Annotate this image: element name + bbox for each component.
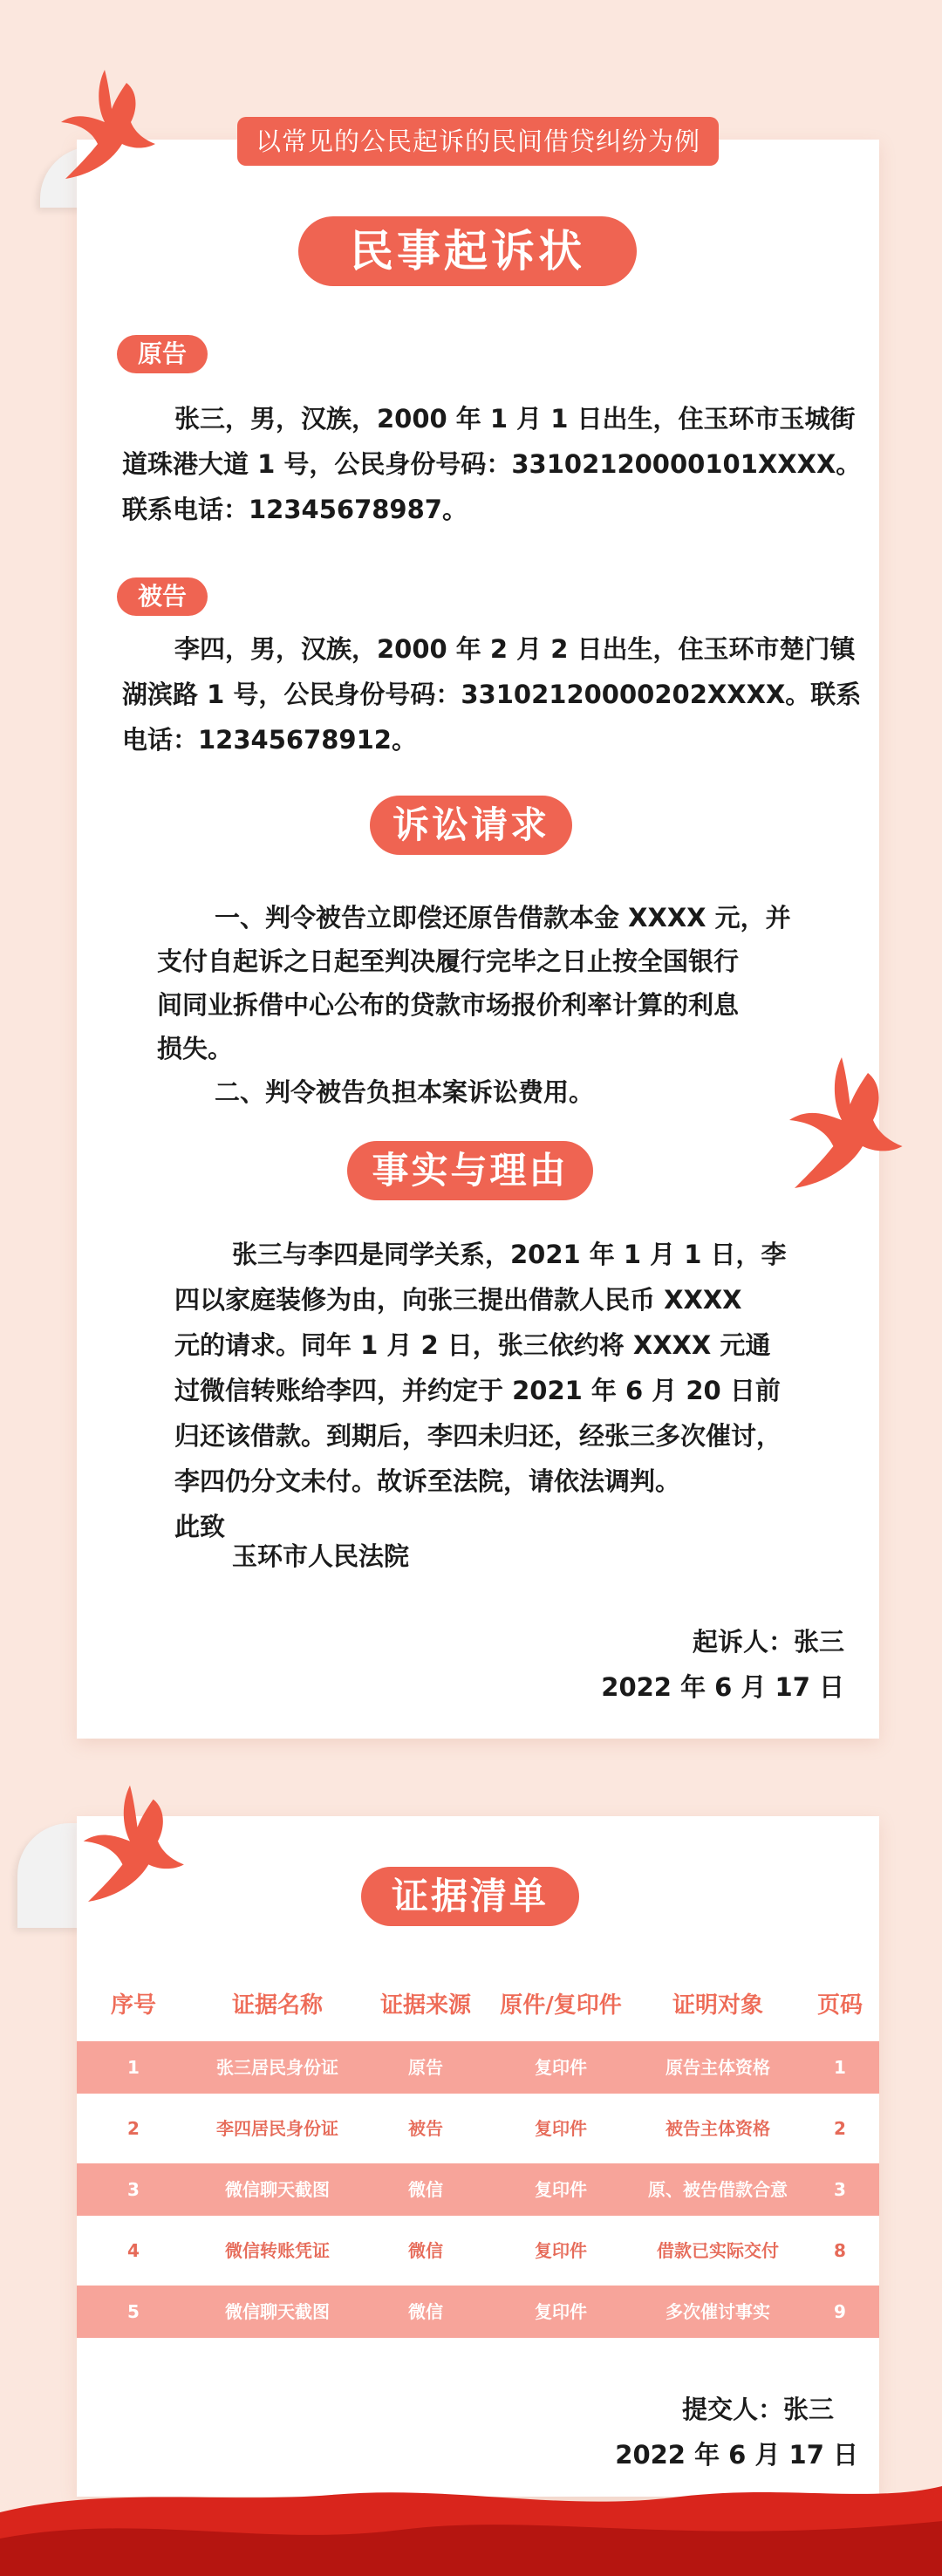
table-cell: 9 [834, 2301, 846, 2322]
claims-line: 损失。 [157, 1034, 234, 1063]
table-cell: 2 [127, 2118, 140, 2139]
table-cell: 1 [834, 2057, 846, 2078]
column-header: 序号 [110, 1992, 156, 2019]
evidence-signer: 提交人：张三 [681, 2395, 834, 2424]
table-cell: 4 [127, 2240, 140, 2261]
facts-line: 李四仍分文未付。故诉至法院，请依法调判。 [174, 1466, 681, 1496]
table-row [77, 2102, 879, 2155]
dove-icon [65, 1776, 195, 1916]
table-cell: 微信 [408, 2240, 443, 2261]
column-header: 原件/复印件 [500, 1992, 622, 2019]
defendant-line: 李四，男，汉族，2000 年 2 月 2 日出生，住玉环市楚门镇 [174, 634, 856, 664]
table-cell: 复印件 [535, 2240, 587, 2261]
complaint-card [77, 140, 879, 1739]
table-row [77, 2286, 879, 2338]
table-cell: 复印件 [535, 2301, 587, 2322]
table-cell: 微信 [408, 2301, 443, 2322]
dove-icon [44, 61, 166, 192]
plaintiff-line: 道珠港大道 1 号，公民身份号码：33102120000101XXXX。 [122, 449, 862, 479]
claims-line: 二、判令被告负担本案诉讼费用。 [215, 1077, 595, 1107]
plaintiff-line: 张三，男，汉族，2000 年 1 月 1 日出生，住玉环市玉城街 [174, 404, 856, 434]
column-header: 证据名称 [231, 1992, 323, 2019]
table-cell: 微信聊天截图 [225, 2179, 330, 2200]
table-cell: 5 [127, 2301, 140, 2322]
table-cell: 被告 [408, 2118, 443, 2139]
dove-icon [768, 1047, 916, 1204]
facts-line: 元的请求。同年 1 月 2 日，张三依约将 XXXX 元通 [174, 1330, 771, 1360]
claims-line: 间同业拆借中心公布的贷款市场报价利率计算的利息 [157, 990, 740, 1020]
table-cell: 多次催讨事实 [666, 2301, 770, 2322]
table-row [77, 2041, 879, 2094]
complaint-title: 民事起诉状 [298, 216, 637, 286]
table-cell: 原、被告借款合意 [648, 2179, 788, 2200]
table-cell: 3 [127, 2179, 140, 2200]
table-cell: 2 [834, 2118, 846, 2139]
facts-line: 过微信转账给李四，并约定于 2021 年 6 月 20 日前 [174, 1376, 781, 1405]
claims-line: 一、判令被告立即偿还原告借款本金 XXXX 元，并 [215, 903, 791, 933]
complaint-date: 2022 年 6 月 17 日 [601, 1672, 844, 1702]
table-cell: 张三居民身份证 [216, 2057, 338, 2078]
facts-title: 事实与理由 [347, 1141, 593, 1200]
evidence-table-header [77, 1987, 879, 2022]
column-header: 页码 [816, 1992, 863, 2019]
table-cell: 1 [127, 2057, 140, 2078]
defendant-label: 被告 [117, 577, 208, 616]
table-row [77, 2163, 879, 2216]
evidence-date: 2022 年 6 月 17 日 [615, 2440, 858, 2470]
column-header: 证明对象 [672, 1992, 763, 2019]
closing-text: 此致 [174, 1512, 226, 1541]
plaintiff-line: 联系电话：12345678987。 [122, 495, 468, 524]
claims-title: 诉讼请求 [370, 796, 572, 855]
table-cell: 8 [834, 2240, 846, 2261]
table-cell: 复印件 [535, 2118, 587, 2139]
table-cell: 借款已实际交付 [657, 2240, 779, 2261]
facts-line: 四以家庭装修为由，向张三提出借款人民币 XXXX [174, 1285, 742, 1315]
table-cell: 被告主体资格 [666, 2118, 770, 2139]
table-row [77, 2224, 879, 2277]
table-cell: 微信转账凭证 [225, 2240, 330, 2261]
defendant-line: 湖滨路 1 号，公民身份号码：33102120000202XXXX。联系 [122, 680, 862, 709]
ribbon-decoration [0, 2477, 942, 2576]
claims-line: 支付自起诉之日起至判决履行完毕之日止按全国银行 [157, 946, 740, 976]
complaint-signer: 起诉人：张三 [692, 1627, 844, 1657]
subtitle-banner: 以常见的公民起诉的民间借贷纠纷为例 [237, 117, 719, 166]
table-cell: 复印件 [535, 2057, 587, 2078]
facts-line: 归还该借款。到期后，李四未归还，经张三多次催讨， [174, 1421, 782, 1451]
table-cell: 微信聊天截图 [225, 2301, 330, 2322]
table-cell: 李四居民身份证 [216, 2118, 338, 2139]
table-cell: 原告 [408, 2057, 443, 2078]
column-header: 证据来源 [379, 1992, 471, 2019]
evidence-title: 证据清单 [361, 1867, 579, 1926]
table-cell: 复印件 [535, 2179, 587, 2200]
table-cell: 原告主体资格 [666, 2057, 770, 2078]
facts-line: 张三与李四是同学关系，2021 年 1 月 1 日，李 [232, 1240, 787, 1269]
table-cell: 微信 [408, 2179, 443, 2200]
defendant-line: 电话：12345678912。 [122, 725, 417, 755]
court-name: 玉环市人民法院 [232, 1541, 410, 1571]
table-cell: 3 [834, 2179, 846, 2200]
plaintiff-label: 原告 [117, 335, 208, 373]
